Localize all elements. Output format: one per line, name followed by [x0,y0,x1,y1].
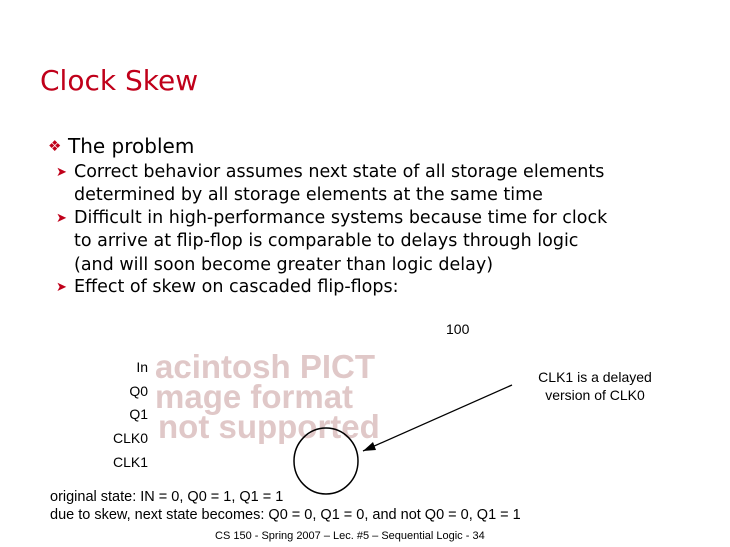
bullet-line: to arrive at flip-flop is comparable to delays through logic [74,231,579,252]
z-bullet-icon: ❖ [48,137,62,155]
bullet-line: Correct behavior assumes next state of all storage elements [74,162,605,182]
signal-label-in: In [136,359,148,375]
bullet-line: (and will soon become greater than logic delay) [74,254,494,275]
placeholder-line: acintosh PICT [155,352,376,385]
y-bullet-icon: ➤ [56,211,67,226]
bullet-line: Effect of skew on cascaded flip-flops: [74,277,399,297]
skew-note: CLK1 is a delayed version of CLK0 [538,369,652,403]
bullet-line: Difficult in high-performance systems because time for clock [74,208,608,228]
placeholder-line: not supported [158,408,380,444]
original-state-line: original state: IN = 0, Q0 = 1, Q1 = 1 [50,489,284,505]
timing-label: 100 [446,321,470,337]
highlight-circle [294,428,358,494]
skewed-state-line: due to skew, next state becomes: Q0 = 0, Q1 = 0, and not Q0 = 0, Q1 = 1 [50,507,521,523]
signal-label-q1: Q1 [129,406,148,422]
slide-footer: CS 150 - Spring 2007 – Lec. #5 – Sequential Logic - 34 [215,530,485,542]
placeholder-line: mage format [155,378,354,415]
bullet-line: determined by all storage elements at the same time [74,185,543,206]
arrowhead-icon [363,442,376,451]
y-bullet-icon: ➤ [56,280,67,295]
slide-title: Clock Skew [40,64,199,97]
signal-label-clk1: CLK1 [112,454,148,470]
signal-label-clk0: CLK0 [112,430,148,446]
level1-text: The problem [68,134,195,158]
y-bullet-icon: ➤ [56,165,67,180]
signal-label-q0: Q0 [129,383,148,399]
annotation-arrow [363,385,512,451]
